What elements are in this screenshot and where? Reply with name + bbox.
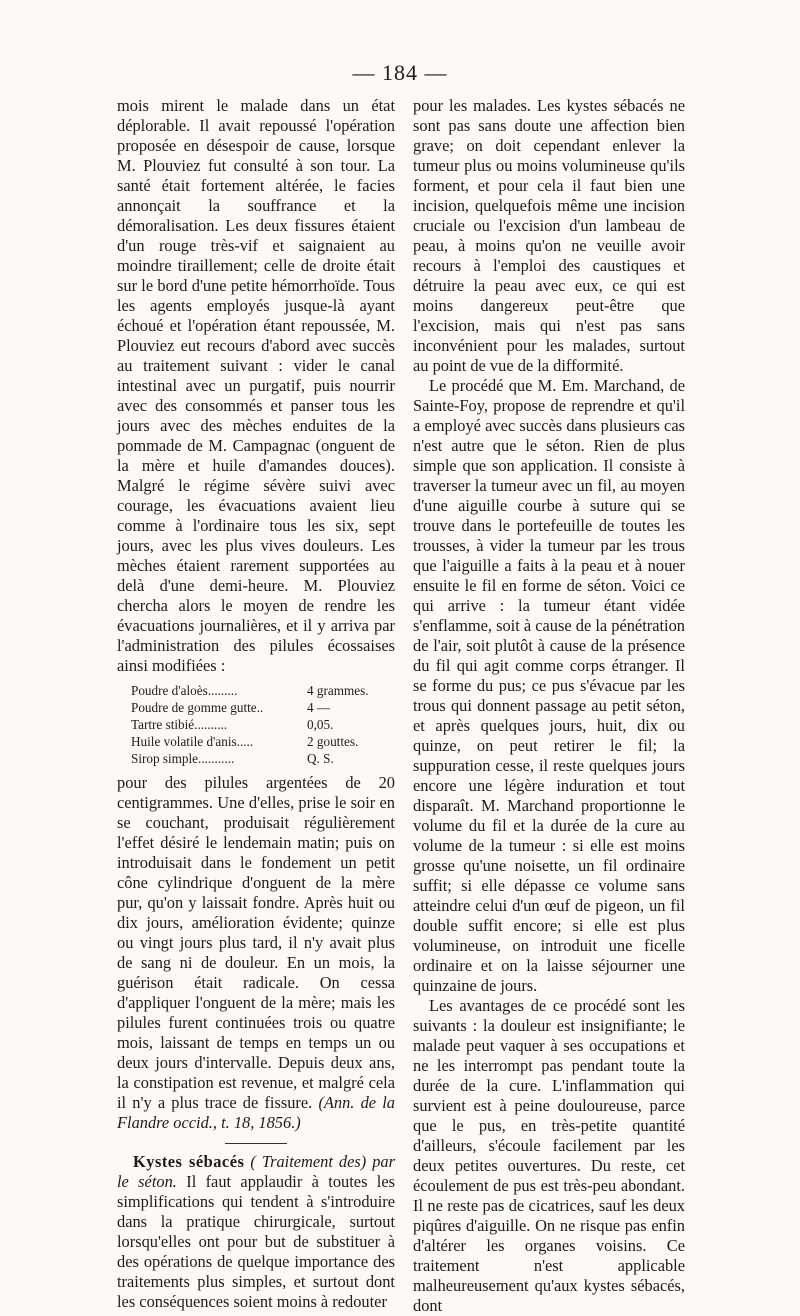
- recipe-dose: Q. S.: [307, 751, 334, 766]
- recipe-row: [131, 699, 395, 716]
- recipe-ingredient: Huile volatile d'anis.....: [131, 734, 254, 749]
- recipe-row: [131, 682, 395, 699]
- recipe-row: [131, 716, 395, 733]
- section-heading: Kystes sébacés: [133, 1152, 245, 1171]
- recipe-ingredient: Tartre stibié..........: [131, 717, 228, 732]
- left-paragraph-2: [117, 773, 395, 1133]
- recipe-row: [131, 733, 395, 750]
- section-subtitle: ( Traitement des) par le séton.: [117, 1152, 396, 1191]
- recipe-ingredient: Poudre de gomme gutte..: [131, 700, 264, 715]
- left-paragraph-2-text: pour des pilules argentées de 20 centigrammes. Une d'elles, prise le soir en se couchant, produisait régulièrement l'effet désiré le lendemain matin; puis on introduisait dans le fondement un petit cône cylindrique d'onguent de la mère pur, qu'on y laissait fondre. Après huit ou dix jours, amélioration évidente; quinze ou vingt jours plus tard, il n'y avait plus de sang ni de douleur. En un mois, la guérison était radicale. On cessa d'appliquer l'onguent de la mère; mais les pilules furent continuées trois ou quatre mois, laissant de temps en temps un ou deux jours d'intervalle. Depuis deux ans, la constipation est revenue, et malgré cela il n'y a plus trace de fissure.: [117, 773, 395, 1112]
- right-paragraph-3: Les avantages de ce procédé sont les suivants : la douleur est insignifiante; le malade peut vaquer à ses occupations et ne les interrompt pas pendant toute la durée de la cure. L'inflammation qui survient est à peine douloureuse, parce que le pus, en très-petite quantité d'ailleurs, s'écoule facilement par les deux petites ouvertures. Du reste, cet écoulement de pus est très-peu abondant. Il ne reste pas de cicatrices, sauf les deux piqûres d'aiguille. On ne risque pas enfin d'altérer les organes voisins. Ce traitement n'est applicable malheureusement qu'aux kystes sébacés, dont: [413, 996, 685, 1315]
- pill-recipe: [131, 682, 395, 767]
- left-column: [117, 96, 395, 1312]
- left-paragraph-3: [117, 1152, 395, 1312]
- recipe-dose: 2 gouttes.: [307, 734, 359, 749]
- left-paragraph-3-text: Il faut applaudir à toutes les simplifications qui tendent à s'introduire dans la pratique chirurgicale, surtout lorsqu'elles ont pour but de substituer à des opérations de quelque importance des traitements plus simples, et surtout dont les conséquences soient moins à redouter: [117, 1172, 395, 1311]
- right-paragraph-2: Le procédé que M. Em. Marchand, de Sainte-Foy, propose de reprendre et qu'il a employé avec succès dans plusieurs cas n'est autre que le séton. Rien de plus simple que son application. Il consiste à traverser la tumeur avec un fil, au moyen d'une aiguille courbe à suture qui se trouve dans le portefeuille de toutes les trousses, à vider la tumeur par les trous que l'aiguille a faits à la peau et à nouer ensuite le fil en forme de séton. Voici ce qui arrive : la tumeur étant vidée s'enflamme, soit à cause de la pénétration de l'air, soit plutôt à cause de la présence du fil qui agit comme corps étranger. Il se forme du pus; ce pus s'évacue par les trous qui donnent passage au petit séton, et après quelques jours, huit, dix ou quinze, on peut retirer le fil; la suppuration cesse, il reste quelques jours encore une légère induration et tout disparaît. M. Marchand proportionne le volume du fil et la durée de la cure au volume de la tumeur : si elle est moins grosse qu'une noisette, un fil ordinaire suffit; si elle dépasse ce volume sans atteindre celui d'un œuf de pigeon, un fil double suffit encore; si elle est plus volumineuse, on introduit une ficelle ordinaire et on la laisse séjourner une quinzaine de jours.: [413, 376, 685, 995]
- recipe-ingredient: Poudre d'aloès.........: [131, 683, 238, 698]
- right-paragraph-1: pour les malades. Les kystes sébacés ne sont pas sans doute une affection bien grave; on doit cependant enlever la tumeur plus ou moins volumineuse qu'ils forment, et pour cela il faut bien une incision, quelquefois même une incision cruciale ou l'excision d'un lambeau de peau, à moins qu'on ne veuille avoir recours à l'emploi des caustiques et détruire la peau avec eux, ce qui est moins dangereux peut-être que l'excision, mais qui n'est pas sans inconvénient pour les malades, surtout au point de vue de la difformité.: [413, 96, 685, 375]
- page-number: — 184 —: [352, 60, 448, 85]
- recipe-dose: 4 grammes.: [307, 683, 369, 698]
- recipe-dose: 0,05.: [307, 717, 334, 732]
- recipe-dose: 4 —: [307, 700, 331, 715]
- citation: (Ann. de la Flandre occid., t. 18, 1856.): [117, 1093, 395, 1132]
- section-divider: [225, 1143, 287, 1144]
- left-paragraph-1: mois mirent le malade dans un état déplorable. Il avait repoussé l'opération proposée en désespoir de cause, lorsque M. Plouviez fut consulté à son tour. La santé était fortement altérée, le facies annonçait la souffrance et la démoralisation. Les deux fissures étaient d'un rouge très-vif et saignaient au moindre tiraillement; celle de droite était sur le bord d'une petite hémorrhoïde. Tous les agents employés jusque-là ayant échoué et l'opération étant repoussée, M. Plouviez eut recours d'abord avec succès au traitement suivant : vider le canal intestinal avec un purgatif, puis nourrir avec des consommés et panser tous les jours avec des mèches enduites de la pommade de M. Campagnac (onguent de la mère et huile d'amandes douces). Malgré le régime sévère suivi avec courage, les évacuations avaient lieu comme à l'ordinaire tous les six, sept jours, avec les plus vives douleurs. Les mèches étaient rarement supportées au delà d'une demi-heure. M. Plouviez chercha alors le moyen de rendre les évacuations journalières, et il y arriva par l'administration des pilules écossaises ainsi modifiées :: [117, 96, 395, 675]
- right-column: [413, 96, 685, 1316]
- recipe-ingredient: Sirop simple...........: [131, 751, 235, 766]
- recipe-row: [131, 750, 395, 767]
